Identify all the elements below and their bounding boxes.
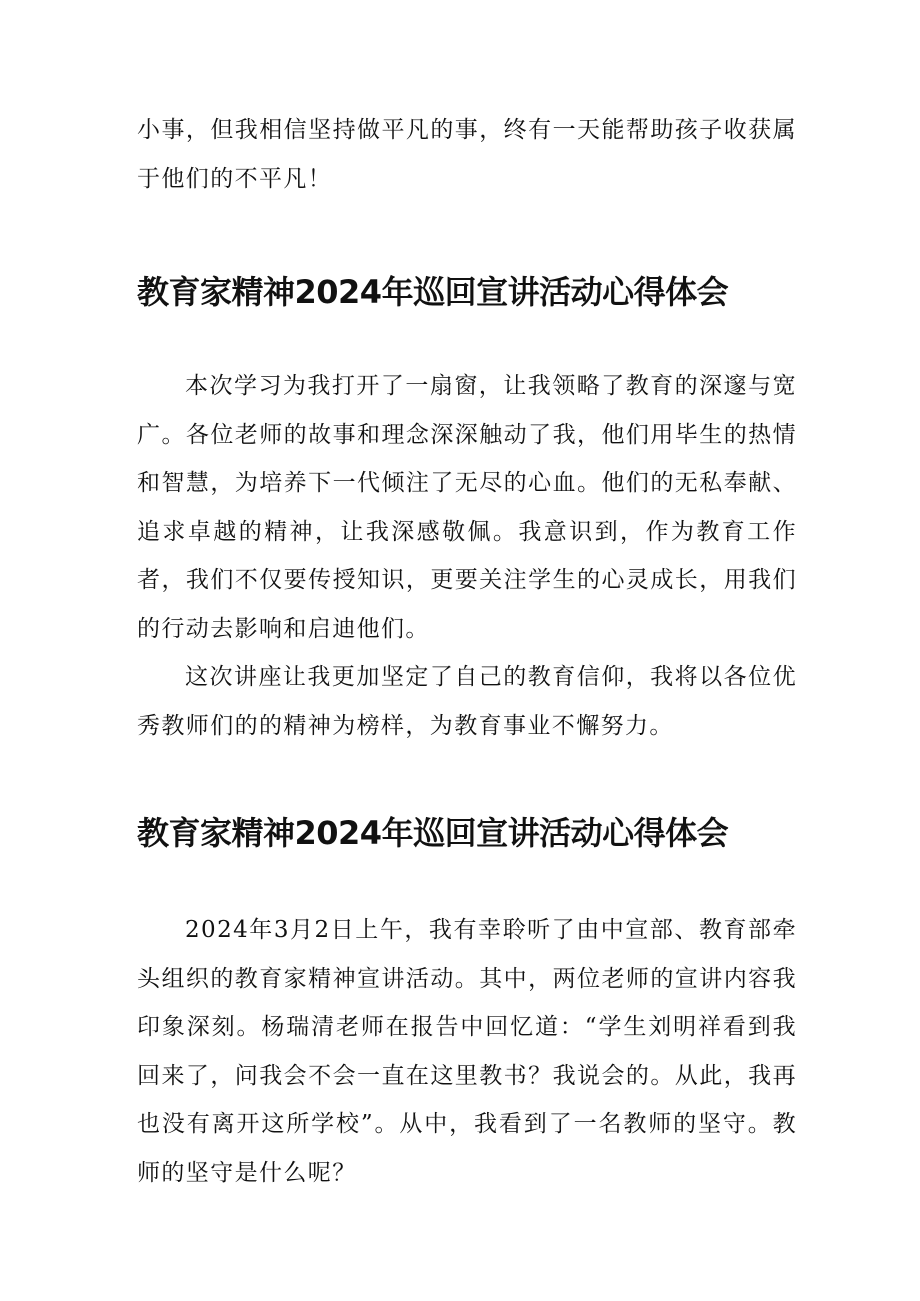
section-body-1	[137, 362, 797, 750]
section-title: 教育家精神2024年巡回宣讲活动心得体会	[137, 273, 729, 311]
continued-paragraph-block	[137, 106, 797, 203]
section-title: 教育家精神2024年巡回宣讲活动心得体会	[137, 814, 729, 852]
section-body-2	[137, 906, 797, 1197]
paragraph: 本次学习为我打开了一扇窗，让我领略了教育的深邃与宽广。各位老师的故事和理念深深触动了我，他们用毕生的热情和智慧，为培养下一代倾注了无尽的心血。他们的无私奉献、追求卓越的精神，让我深感敬佩。我意识到，作为教育工作者，我们不仅要传授知识，更要关注学生的心灵成长，用我们的行动去影响和启迪他们。	[137, 373, 797, 642]
section-heading-1	[137, 272, 797, 312]
paragraph: 小事，但我相信坚持做平凡的事，终有一天能帮助孩子收获属于他们的不平凡！	[137, 117, 797, 192]
paragraph: 2024年3月2日上午，我有幸聆听了由中宣部、教育部牵头组织的教育家精神宣讲活动。其中，两位老师的宣讲内容我印象深刻。杨瑞清老师在报告中回忆道：“学生刘明祥看到我回来了，问我会不会一直在这里教书？我说会的。从此，我再也没有离开这所学校”。从中，我看到了一名教师的坚守。教师的坚守是什么呢？	[137, 917, 797, 1186]
section-heading-2	[137, 813, 797, 853]
paragraph: 这次讲座让我更加坚定了自己的教育信仰，我将以各位优秀教师们的的精神为榜样，为教育事业不懈努力。	[137, 664, 797, 739]
